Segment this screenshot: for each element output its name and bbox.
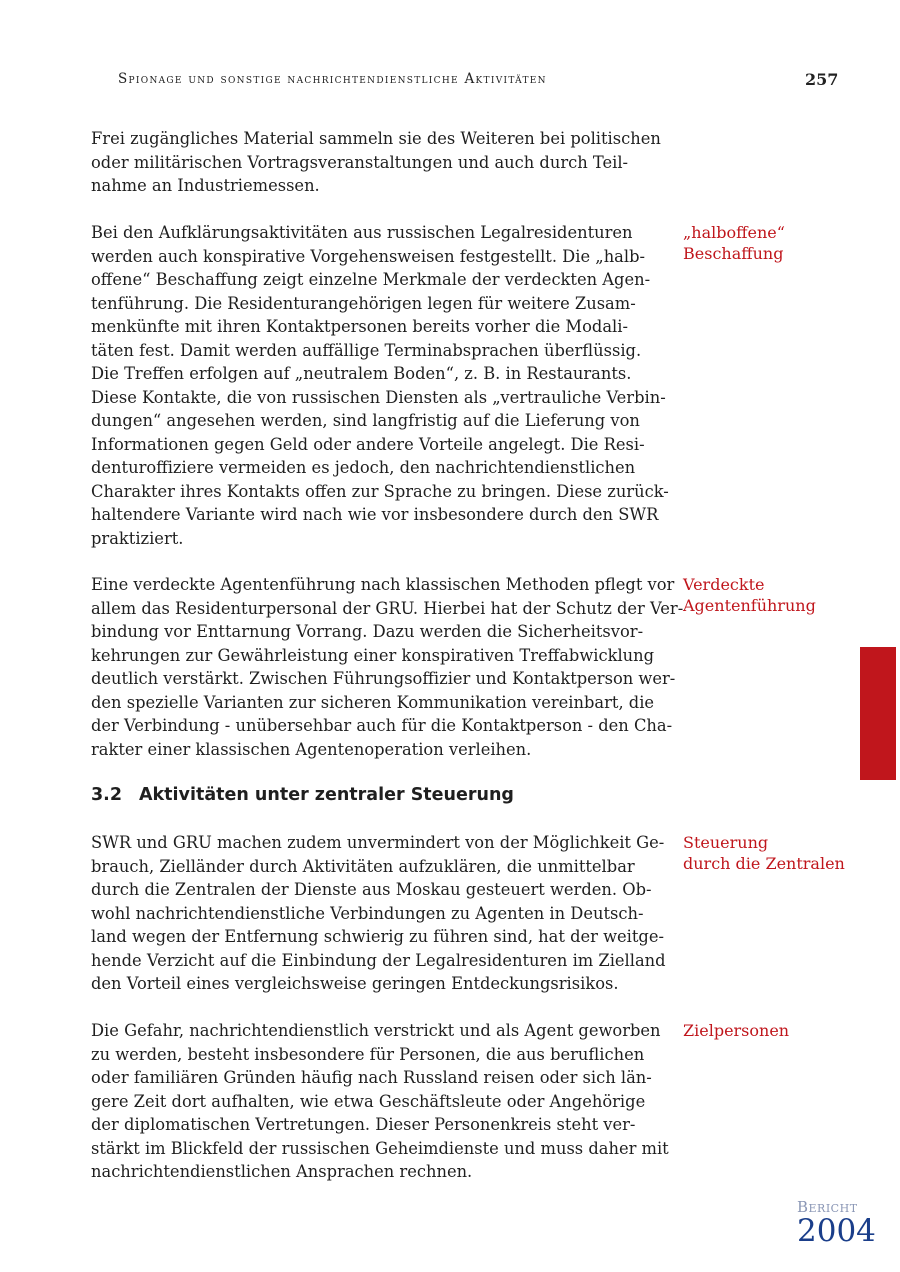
section-number: 3.2 [91, 785, 123, 805]
margin-note-halboffene-beschaffung [683, 222, 785, 264]
margin-note-steuerung [683, 832, 845, 874]
text-line: Die Treffen erfolgen auf „neutralem Boden“, z. B. in Restaurants. [91, 364, 632, 383]
chapter-tab-marker [860, 647, 896, 780]
margin-note-line: Agentenführung [683, 596, 816, 615]
text-line: offene“ Beschaffung zeigt einzelne Merkmale der verdeckten Agen- [91, 270, 651, 289]
text-line: oder familiären Gründen häufig nach Russland reisen oder sich län- [91, 1068, 652, 1087]
text-line: nachrichtendienstlichen Ansprachen rechnen. [91, 1162, 473, 1181]
text-line: deutlich verstärkt. Zwischen Führungsoffizier und Kontaktperson wer- [91, 669, 676, 688]
section-title: Aktivitäten unter zentraler Steuerung [139, 785, 514, 805]
body-paragraph-3 [91, 573, 684, 761]
margin-note-line: durch die Zentralen [683, 854, 845, 873]
text-line: den spezielle Varianten zur sicheren Kommunikation vereinbart, die [91, 692, 655, 712]
margin-note-line: Steuerung [683, 833, 769, 852]
text-line: praktiziert. [91, 528, 184, 548]
text-line: SWR und GRU machen zudem unvermindert von der Möglichkeit Ge- [91, 833, 665, 852]
margin-note-line: Zielpersonen [683, 1021, 790, 1040]
text-line: zu werden, besteht insbesondere für Personen, die aus beruflichen [91, 1044, 645, 1064]
margin-note-zielpersonen [683, 1020, 789, 1041]
running-header-title: Spionage und sonstige nachrichtendienstliche Aktivitäten [118, 71, 547, 87]
report-logo-word: Bericht [797, 1198, 858, 1216]
text-line: wohl nachrichtendienstliche Verbindungen zu Agenten in Deutsch- [91, 903, 644, 923]
body-paragraph-1 [91, 127, 663, 198]
text-line: tenführung. Die Residenturangehörigen legen für weitere Zusam- [91, 293, 636, 313]
body-paragraph-4 [91, 831, 666, 996]
text-line: täten fest. Damit werden auffällige Terminabsprachen überflüssig. [91, 340, 642, 360]
section-heading [91, 785, 514, 805]
text-line: Charakter ihres Kontakts offen zur Sprache zu bringen. Diese zurück- [91, 481, 669, 501]
text-line: Die Gefahr, nachrichtendienstlich verstrickt und als Agent geworben [91, 1021, 661, 1040]
text-line: gere Zeit dort aufhalten, wie etwa Geschäftsleute oder Angehörige [91, 1091, 646, 1111]
text-line: land wegen der Entfernung schwierig zu führen sind, hat der weitge- [91, 927, 664, 946]
text-line: oder militärischen Vortragsveranstaltungen und auch durch Teil- [91, 152, 629, 172]
text-line: werden auch konspirative Vorgehensweisen festgestellt. Die „halb- [91, 246, 646, 266]
text-line: den Vorteil eines vergleichsweise geringen Entdeckungsrisikos. [91, 974, 619, 993]
text-line: Informationen gegen Geld oder andere Vorteile angelegt. Die Resi- [91, 434, 645, 454]
text-line: stärkt im Blickfeld der russischen Geheimdienste und muss daher mit [91, 1138, 669, 1158]
text-line: denturoffiziere vermeiden es jedoch, den nachrichtendienstlichen [91, 458, 636, 477]
text-line: haltendere Variante wird nach wie vor insbesondere durch den SWR [91, 505, 659, 524]
text-line: nahme an Industriemessen. [91, 176, 320, 195]
text-line: Eine verdeckte Agentenführung nach klassischen Methoden pflegt vor [91, 575, 675, 594]
text-line: brauch, Zielländer durch Aktivitäten aufzuklären, die unmittelbar [91, 856, 635, 876]
body-paragraph-5 [91, 1019, 669, 1184]
body-paragraph-2 [91, 221, 669, 550]
page-number: 257 [805, 70, 839, 89]
text-line: Bei den Aufklärungsaktivitäten aus russischen Legalresidenturen [91, 223, 633, 242]
text-line: der Verbindung - unübersehbar auch für die Kontaktperson - den Cha- [91, 716, 673, 735]
text-line: der diplomatischen Vertretungen. Dieser Personenkreis steht ver- [91, 1115, 636, 1134]
text-line: hende Verzicht auf die Einbindung der Legalresidenturen im Zielland [91, 950, 666, 970]
text-line: Frei zugängliches Material sammeln sie des Weiteren bei politischen [91, 129, 661, 148]
margin-note-line: „halboffene“ [683, 223, 785, 242]
report-logo-year: 2004 [797, 1213, 876, 1249]
text-line: allem das Residenturpersonal der GRU. Hierbei hat der Schutz der Ver- [91, 598, 684, 618]
text-line: rakter einer klassischen Agentenoperation verleihen. [91, 739, 532, 759]
margin-note-line: Verdeckte [683, 575, 765, 594]
text-line: bindung vor Enttarnung Vorrang. Dazu werden die Sicherheitsvor- [91, 622, 644, 641]
text-line: menkünfte mit ihren Kontaktpersonen bereits vorher die Modali- [91, 317, 628, 336]
margin-note-verdeckte-agentenfuehrung [683, 574, 816, 616]
margin-note-line: Beschaffung [683, 244, 784, 263]
text-line: kehrungen zur Gewährleistung einer konspirativen Treffabwicklung [91, 645, 655, 665]
text-line: dungen“ angesehen werden, sind langfristig auf die Lieferung von [91, 411, 640, 430]
report-logo [797, 1198, 876, 1249]
text-line: durch die Zentralen der Dienste aus Moskau gesteuert werden. Ob- [91, 880, 652, 899]
text-line: Diese Kontakte, die von russischen Diensten als „vertrauliche Verbin- [91, 387, 666, 407]
